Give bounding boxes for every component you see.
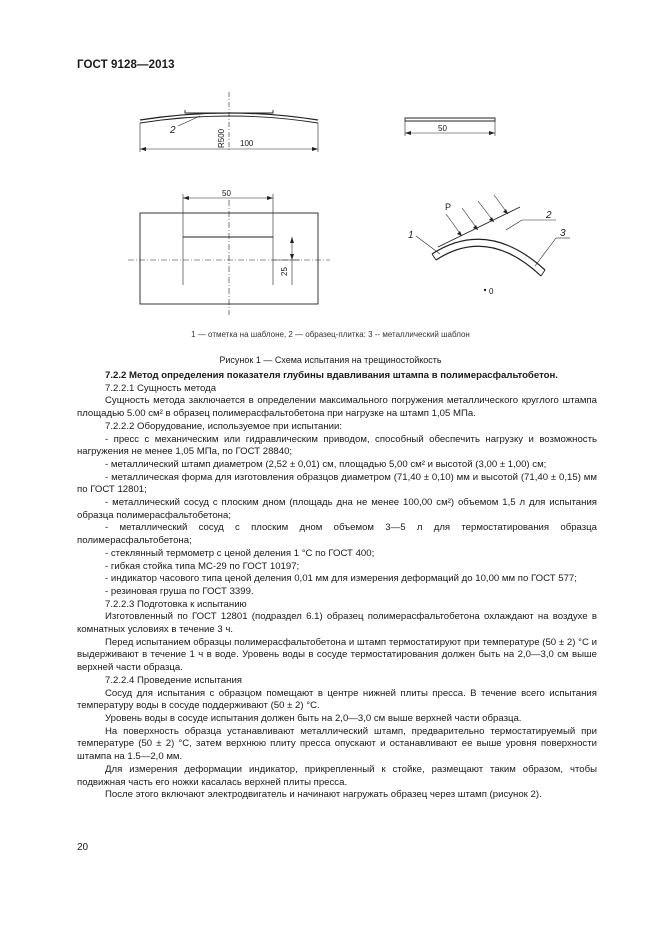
length-100-label: 100	[240, 139, 254, 148]
side-view-template	[140, 92, 318, 152]
scheme-center-label: 0	[489, 287, 494, 296]
list-item: - металлическая форма для изготовления образцов диаметром (71,40 ± 0,10) мм и высотой (71,40 ± 0,15) мм по ГОСТ 12801;	[77, 471, 597, 496]
document-header: ГОСТ 9128—2013	[77, 59, 175, 71]
figure-1-drawing	[0, 0, 661, 330]
list-item: - металлический штамп диаметром (2,52 ± 0,01) см, площадью 5,00 см² и высотой (3,00 ± 1,00) см;	[105, 458, 547, 470]
scheme-label-2: 2	[546, 210, 552, 221]
list-item: - металлический сосуд с плоским дном объемом 3—5 л для термостатирования образца полимерасфальтобетона;	[77, 522, 597, 547]
list-item: - пресс с механическим или гидравлическим приводом, способный обеспечить нагрузку и возможность нагружения не менее 1,05 МПа, по ГОСТ 28840;	[77, 433, 597, 458]
paragraph: Перед испытанием образцы полимерасфальтобетона и штамп термостатируют при температуре (50 ± 2) °С и выдерживают в течение 1 ч в воде. Уровень воды в сосуде термостатирования должен быть на 2,0—3,0 см выше верхней части образца.	[77, 636, 597, 674]
force-label: P	[445, 202, 452, 212]
plan-view-specimen	[128, 194, 330, 315]
paragraph: Уровень воды в сосуде испытания должен быть на 2,0—3,0 см выше верхней части образца.	[105, 712, 522, 724]
scheme-label-1: 1	[408, 230, 414, 241]
section-heading: 7.2.2 Метод определения показателя глубины вдавливания штампа в полимерасфальтобетон.	[105, 370, 558, 381]
plan-50-label: 50	[222, 189, 231, 198]
template-50-label: 50	[438, 124, 447, 133]
figure-legend: 1 — отметка на шаблоне, 2 — образец-плитка: 3 -- металлический шаблон	[191, 330, 470, 339]
subsection-title: 7.2.2.1 Сущность метода	[105, 382, 217, 394]
paragraph: После этого включают электродвигатель и начинают нагружать образец через штамп (рисунок 2).	[105, 789, 542, 801]
subsection-title: 7.2.2.4 Проведение испытания	[105, 674, 242, 686]
paragraph: На поверхность образца устанавливают металлический штамп, предварительно термостатируемый при температуре (50 ± 2) °С, затем верхнюю плиту пресса опускают и останавливают ее выше уровня поверхности штампа на 1.5—2,0 мм.	[77, 725, 597, 763]
paragraph: Изготовленный по ГОСТ 12801 (подраздел 6.1) образец полимерасфальтобетона охлаждают на воздухе в комнатных условиях в течение 3 ч.	[77, 611, 597, 636]
scheme-label-3: 3	[560, 228, 566, 239]
paragraph: Для измерения деформации индикатор, прикрепленный к стойке, размещают таким образом, чтобы подвижная часть его ножки касалась верхней плиты пресса.	[77, 763, 597, 788]
paragraph: Сущность метода заключается в определении максимального погружения металлического круглого штампа площадью 5.00 см² в образец полимерасфальтобетона при нагрузке на штамп 1,05 МПа.	[77, 395, 597, 420]
radius-label: R500	[217, 128, 226, 148]
metal-template-small	[405, 118, 495, 136]
list-item: - гибкая стойка типа МС-29 по ГОСТ 10197;	[105, 560, 300, 572]
subsection-title: 7.2.2.3 Подготовка к испытанию	[105, 598, 247, 610]
page-number: 20	[77, 842, 89, 853]
mark-label-2: 2	[170, 125, 176, 136]
paragraph: Сосуд для испытания с образцом помещают в центре нижней плиты пресса. В течение всего испытания температуру воды в сосуде поддерживают (50 ± 2) °С.	[77, 687, 597, 712]
list-item: - резиновая груша по ГОСТ 3399.	[105, 585, 254, 597]
figure-caption: Рисунок 1 — Схема испытания на трещиностойкость	[219, 355, 442, 365]
list-item: - металлический сосуд с плоским дном (площадь дна не менее 100,00 см²) объемом 1,5 л для испытания образца полимерасфальтобетона;	[77, 497, 597, 521]
plan-25-label: 25	[280, 267, 289, 276]
subsection-title: 7.2.2.2 Оборудование, используемое при испытании:	[105, 420, 343, 432]
list-item: - индикатор часового типа ценой деления 0,01 мм для измерения деформаций до 10,00 мм по ГОСТ 577;	[105, 573, 577, 585]
list-item: - стеклянный термометр с ценой деления 1 °С по ГОСТ 400;	[105, 547, 375, 559]
body-text	[77, 370, 597, 802]
